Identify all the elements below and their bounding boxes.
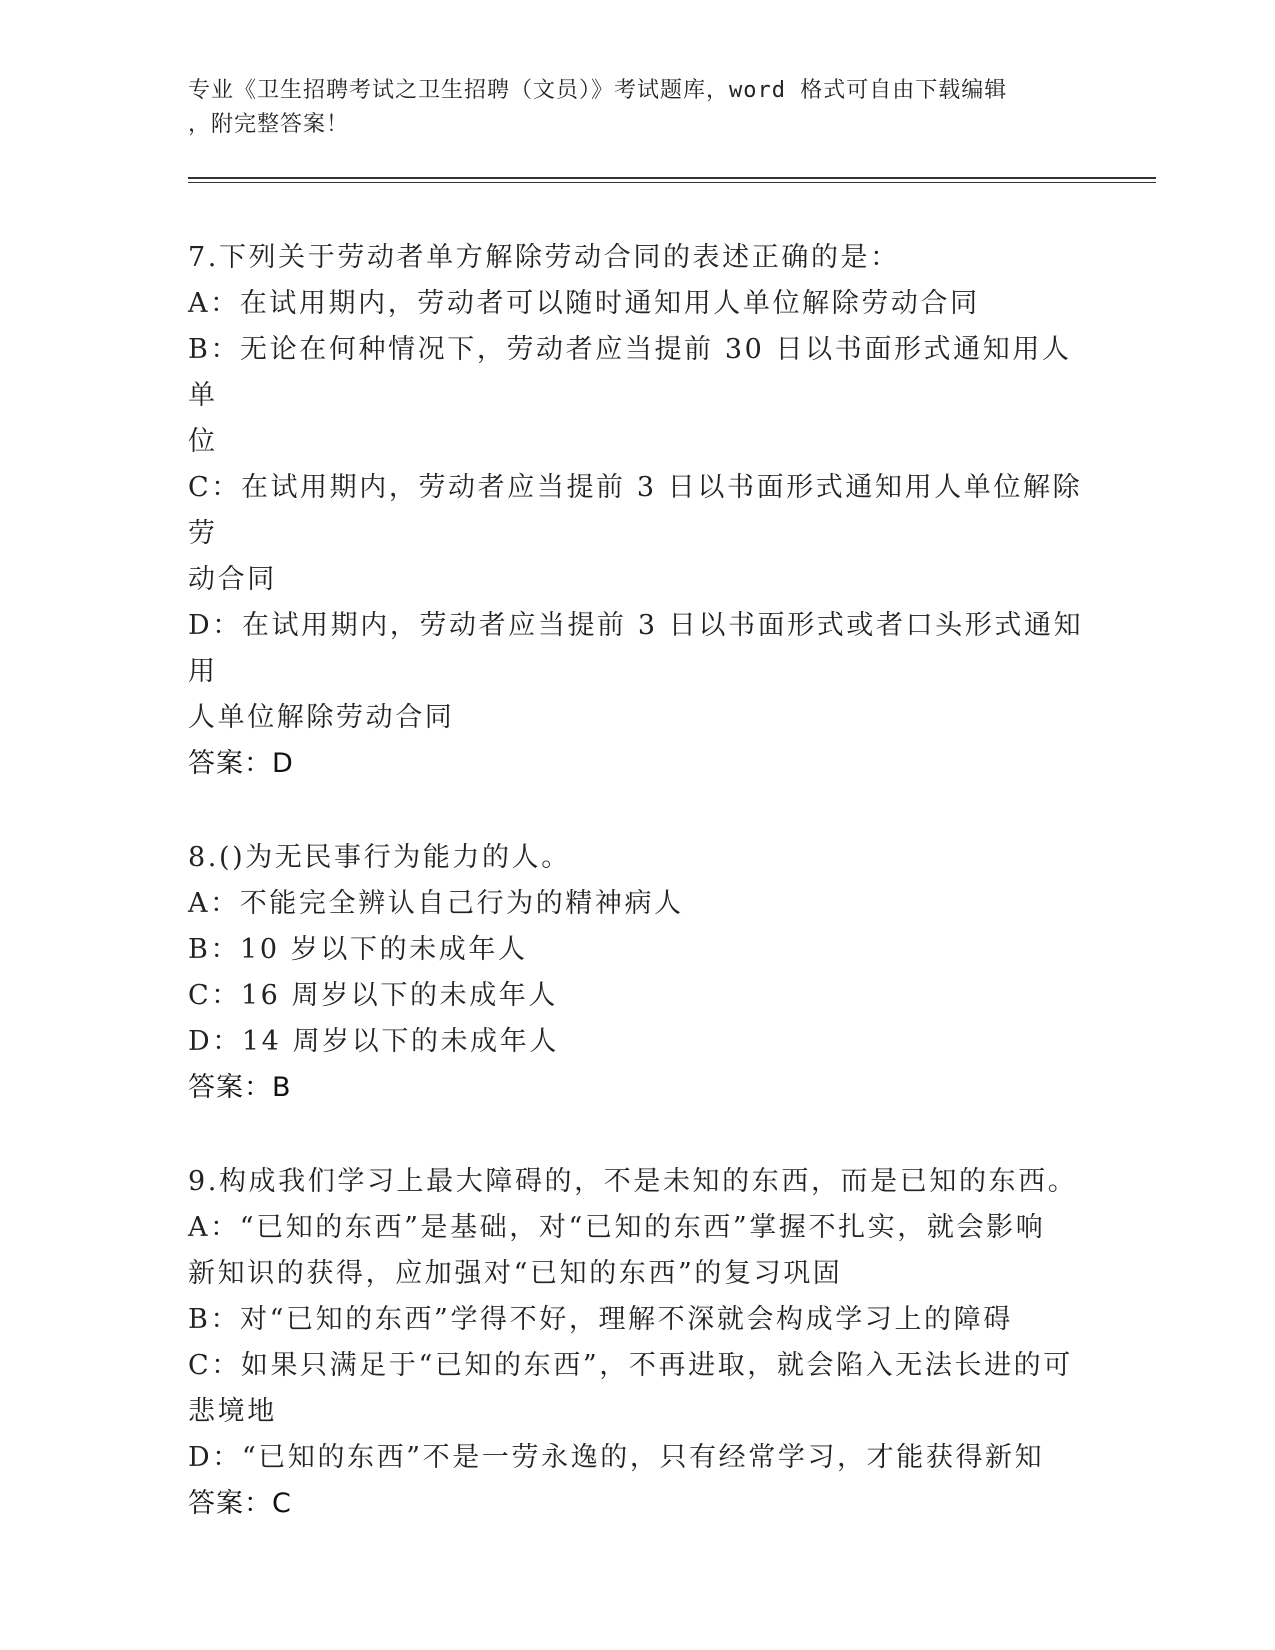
option-a-text: A：不能完全辨认自己行为的精神病人 bbox=[188, 888, 684, 919]
header-divider-thin bbox=[188, 182, 1156, 183]
header-divider bbox=[188, 177, 1156, 179]
option-c bbox=[188, 973, 1088, 1019]
question-stem: 8.()为无民事行为能力的人。 bbox=[188, 842, 571, 873]
option-a-text: A：“已知的东西”是基础，对“已知的东西”掌握不扎实，就会影响 bbox=[188, 1212, 1046, 1243]
question-8 bbox=[188, 835, 1088, 1111]
option-a-text: A：在试用期内，劳动者可以随时通知用人单位解除劳动合同 bbox=[188, 288, 980, 319]
option-b-text: B：对“已知的东西”学得不好，理解不深就会构成学习上的障碍 bbox=[188, 1304, 1013, 1335]
question-7 bbox=[188, 235, 1088, 787]
option-b-text: B：10 岁以下的未成年人 bbox=[188, 934, 528, 965]
option-d bbox=[188, 603, 1088, 741]
option-c-text-cont: 动合同 bbox=[188, 564, 277, 595]
question-list bbox=[188, 235, 1088, 1575]
option-d bbox=[188, 1019, 1088, 1065]
option-d-text: D：14 周岁以下的未成年人 bbox=[188, 1026, 559, 1057]
option-d-text: D：在试用期内，劳动者应当提前 3 日以书面形式或者口头形式通知用 bbox=[188, 610, 1084, 687]
header-line-1: 专业《卫生招聘考试之卫生招聘（文员）》考试题库，word 格式可自由下载编辑 bbox=[188, 78, 1008, 103]
option-a bbox=[188, 1205, 1088, 1297]
option-b bbox=[188, 1297, 1088, 1343]
question-stem: 7.下列关于劳动者单方解除劳动合同的表述正确的是： bbox=[188, 242, 900, 273]
option-b bbox=[188, 927, 1088, 973]
option-d bbox=[188, 1435, 1088, 1481]
option-b bbox=[188, 327, 1088, 465]
option-b-text-cont: 位 bbox=[188, 426, 218, 457]
answer-label: 答案：B bbox=[188, 1072, 292, 1103]
option-c-text: C：16 周岁以下的未成年人 bbox=[188, 980, 558, 1011]
option-c-text-cont: 悲境地 bbox=[188, 1396, 277, 1427]
option-b-text: B：无论在何种情况下，劳动者应当提前 30 日以书面形式通知用人单 bbox=[188, 334, 1072, 411]
option-a bbox=[188, 881, 1088, 927]
option-d-text: D：“已知的东西”不是一劳永逸的，只有经常学习，才能获得新知 bbox=[188, 1442, 1045, 1473]
answer-label: 答案：C bbox=[188, 1488, 292, 1519]
option-c bbox=[188, 1343, 1088, 1435]
option-d-text-cont: 人单位解除劳动合同 bbox=[188, 702, 455, 733]
document-header bbox=[188, 74, 1088, 142]
option-c-text: C：如果只满足于“已知的东西”，不再进取，就会陷入无法长进的可 bbox=[188, 1350, 1073, 1381]
option-c bbox=[188, 465, 1088, 603]
option-c-text: C：在试用期内，劳动者应当提前 3 日以书面形式通知用人单位解除劳 bbox=[188, 472, 1083, 549]
option-a-text-cont: 新知识的获得，应加强对“已知的东西”的复习巩固 bbox=[188, 1258, 843, 1289]
header-line-2: ，附完整答案！ bbox=[188, 112, 350, 137]
question-stem: 9.构成我们学习上最大障碍的，不是未知的东西，而是已知的东西。 bbox=[188, 1166, 1078, 1197]
question-9 bbox=[188, 1159, 1088, 1527]
answer-label: 答案：D bbox=[188, 748, 294, 779]
option-a bbox=[188, 281, 1088, 327]
